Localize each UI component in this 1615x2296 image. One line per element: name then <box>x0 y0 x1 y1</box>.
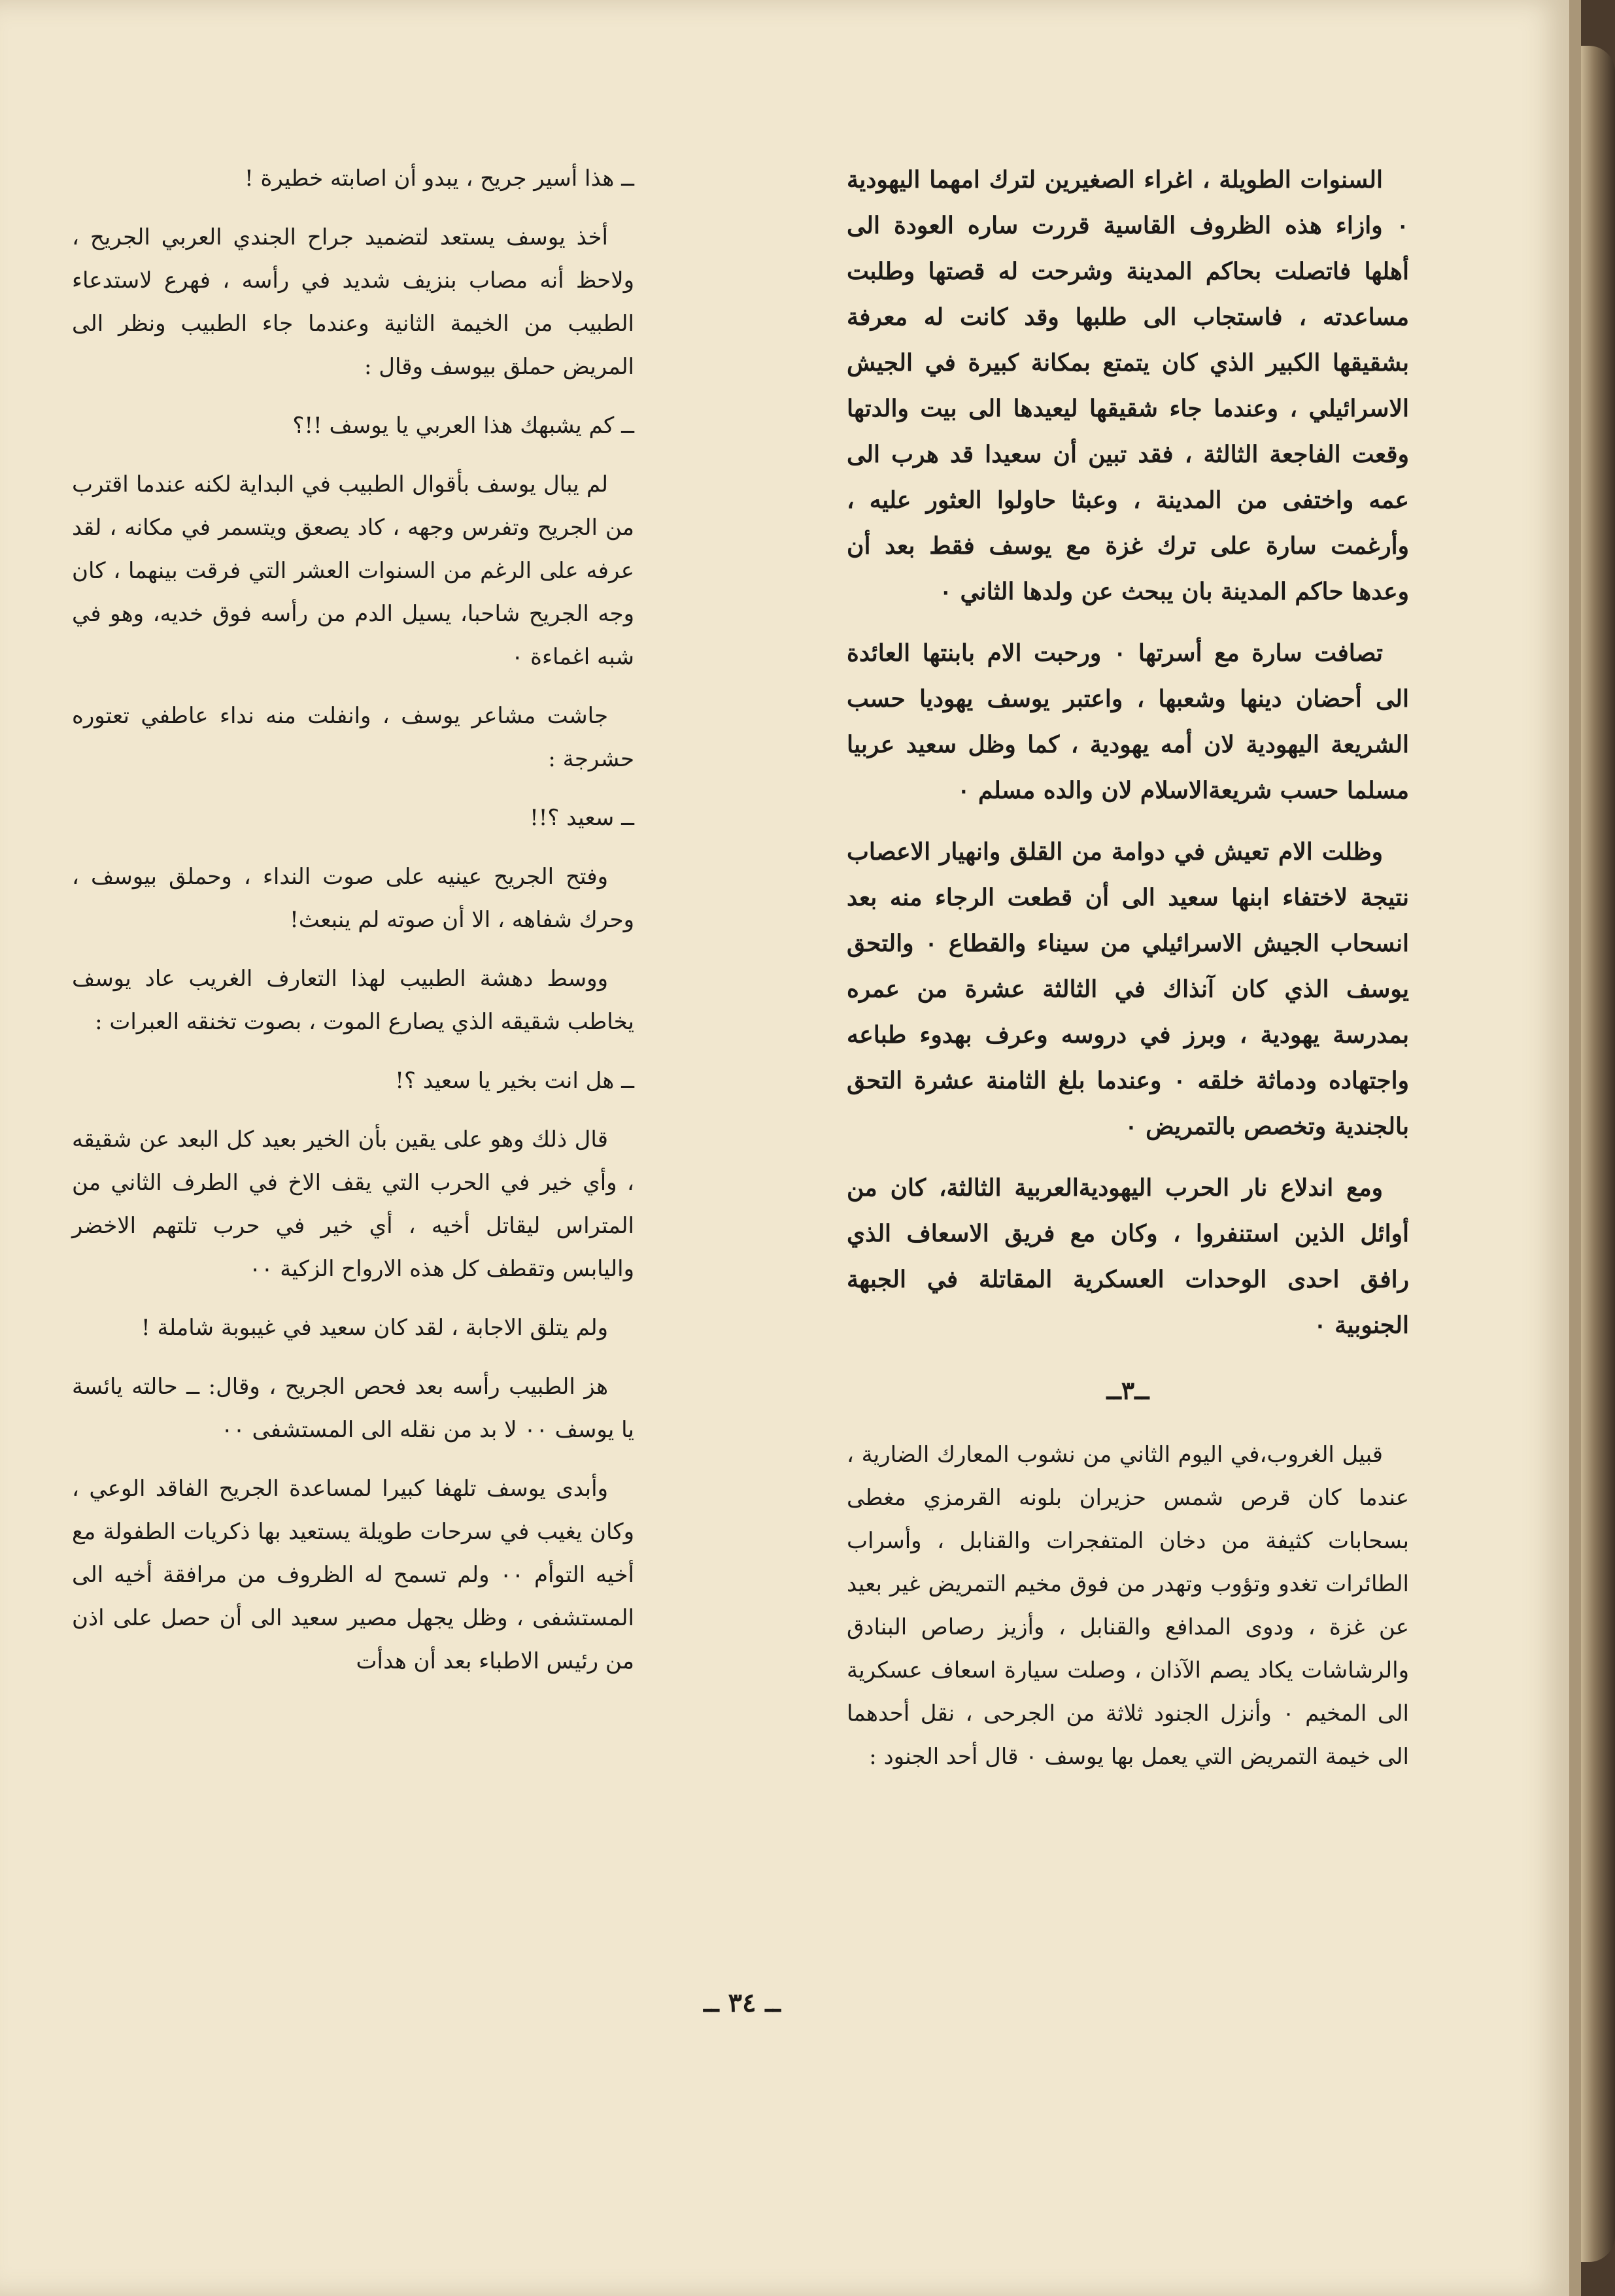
section-number: ــ٣ــ <box>1106 1376 1149 1405</box>
paragraph: قال ذلك وهو على يقين بأن الخير بعيد كل البعد عن شقيقه ، وأي خير في الحرب التي يقف الاخ في الطرف الثاني من المتراس ليقاتل أخيه ، أي خير في حرب تلتهم الاخضر واليابس وتقطف كل هذه الارواح الزكية ٠٠ <box>72 1126 634 1282</box>
dialog-line: ــ سعيد ؟!! <box>530 805 634 831</box>
paragraph: جاشت مشاعر يوسف ، وانفلت منه نداء عاطفي تعتوره حشرجة : <box>72 703 634 772</box>
paragraph: السنوات الطويلة ، اغراء الصغيرين لترك امهما اليهودية ٠ وازاء هذه الظروف القاسية قررت ساره العودة الى أهلها فاتصلت بحاكم المدينة وشرحت له قصتها وطلبت مساعدته ، فاستجاب الى طلبها وقد كانت له معرفة بشقيقها الكبير الذي كان يتمتع بمكانة كبيرة في الجيش الاسرائيلي ، وعندما جاء شقيقها ليعيدها الى بيت والدتها وقعت الفاجعة الثالثة ، فقد تبين أن سعيدا قد هرب الى عمه واختفى من المدينة ، وعبثا حاولوا العثور عليه ، وأرغمت سارة على ترك غزة مع يوسف فقط بعد أن وعدها حاكم المدينة بان يبحث عن ولدها الثاني ٠ <box>847 166 1409 605</box>
paragraph: ووسط دهشة الطبيب لهذا التعارف الغريب عاد يوسف يخاطب شقيقه الذي يصارع الموت ، بصوت تخنقه العبرات : <box>72 966 634 1035</box>
left-column <box>72 157 634 1698</box>
dialog-line: ــ كم يشبهك هذا العربي يا يوسف !!؟ <box>292 413 634 439</box>
page-number: ــ ٣٤ ــ <box>704 1987 781 2018</box>
paragraph: قبيل الغروب،في اليوم الثاني من نشوب المعارك الضارية ، عندما كان قرص شمس حزيران بلونه القرمزي مغطى بسحابات كثيفة من دخان المتفجرات والقنابل ، وأسراب الطائرات تغدو وتؤوب وتهدر من فوق مخيم التمريض غير بعيد عن غزة ، ودوى المدافع والقنابل ، وأزيز رصاص البنادق والرشاشات يكاد يصم الآذان ، وصلت سيارة اسعاف عسكرية الى المخيم ٠ وأنزل الجنود ثلاثة من الجرحى ، نقل أحدهما الى خيمة التمريض التي يعمل بها يوسف ٠ قال أحد الجنود : <box>847 1442 1409 1770</box>
right-column <box>847 157 1409 1794</box>
paragraph: تصافت سارة مع أسرتها ٠ ورحبت الام بابنتها العائدة الى أحضان دينها وشعبها ، واعتبر يوسف يهوديا حسب الشريعة اليهودية لان أمه يهودية ، كما وظل سعيد عربيا مسلما حسب شريعةالاسلام لان والده مسلم ٠ <box>847 639 1409 804</box>
paragraph: لم يبال يوسف بأقوال الطبيب في البداية لكنه عندما اقترب من الجريح وتفرس وجهه ، كاد يصعق ويتسمر في مكانه ، لقد عرفه على الرغم من السنوات العشر التي فرقت بينهما ، كان وجه الجريح شاحبا، يسيل الدم من رأسه فوق خديه، وهو في شبه اغماءة ٠ <box>72 471 634 670</box>
paragraph: هز الطبيب رأسه بعد فحص الجريح ، وقال: ــ حالته يائسة يا يوسف ٠٠ لا بد من نقله الى المستشفى ٠٠ <box>72 1374 634 1443</box>
paragraph: وأبدى يوسف تلهفا كبيرا لمساعدة الجريح الفاقد الوعي ، وكان يغيب في سرحات طويلة يستعيد بها ذكريات الطفولة مع أخيه التوأم ٠٠ ولم تسمح له الظروف من مرافقة أخيه الى المستشفى ، وظل يجهل مصير سعيد الى أن حصل على اذن من رئيس الاطباء بعد أن هدأت <box>72 1476 634 1674</box>
paragraph: ولم يتلق الاجابة ، لقد كان سعيد في غيبوبة شاملة ! <box>141 1315 608 1341</box>
page-edge <box>1581 46 1615 2262</box>
paragraph: وظلت الام تعيش في دوامة من القلق وانهيار الاعصاب نتيجة لاختفاء ابنها سعيد الى أن قطعت الرجاء منه بعد انسحاب الجيش الاسرائيلي من سيناء والقطاع ٠ والتحق يوسف الذي كان آنذاك في الثالثة عشرة من عمره بمدرسة يهودية ، وبرز في دروسه وعرف بهدوء طباعه واجتهاده ودماثة خلقه ٠ وعندما بلغ الثامنة عشرة التحق بالجندية وتخصص بالتمريض ٠ <box>847 838 1409 1140</box>
paragraph: ومع اندلاع نار الحرب اليهوديةالعربية الثالثة، كان من أوائل الذين استنفروا ، وكان مع فريق الاسعاف الذي رافق احدى الوحدات العسكرية المقاتلة في الجبهة الجنوبية ٠ <box>847 1174 1409 1339</box>
dialog-line: ــ هل انت بخير يا سعيد ؟! <box>395 1068 634 1094</box>
paragraph: وفتح الجريح عينيه على صوت النداء ، وحملق بيوسف ، وحرك شفاهه ، الا أن صوته لم ينبعث! <box>72 864 634 933</box>
dialog-line: ــ هذا أسير جريح ، يبدو أن اصابته خطيرة ! <box>245 165 634 192</box>
paragraph: أخذ يوسف يستعد لتضميد جراح الجندي العربي الجريح ، ولاحظ أنه مصاب بنزيف شديد في رأسه ، فهرع لاستدعاء الطبيب من الخيمة الثانية وعندما جاء الطبيب ونظر الى المريض حملق بيوسف وقال : <box>72 224 634 380</box>
